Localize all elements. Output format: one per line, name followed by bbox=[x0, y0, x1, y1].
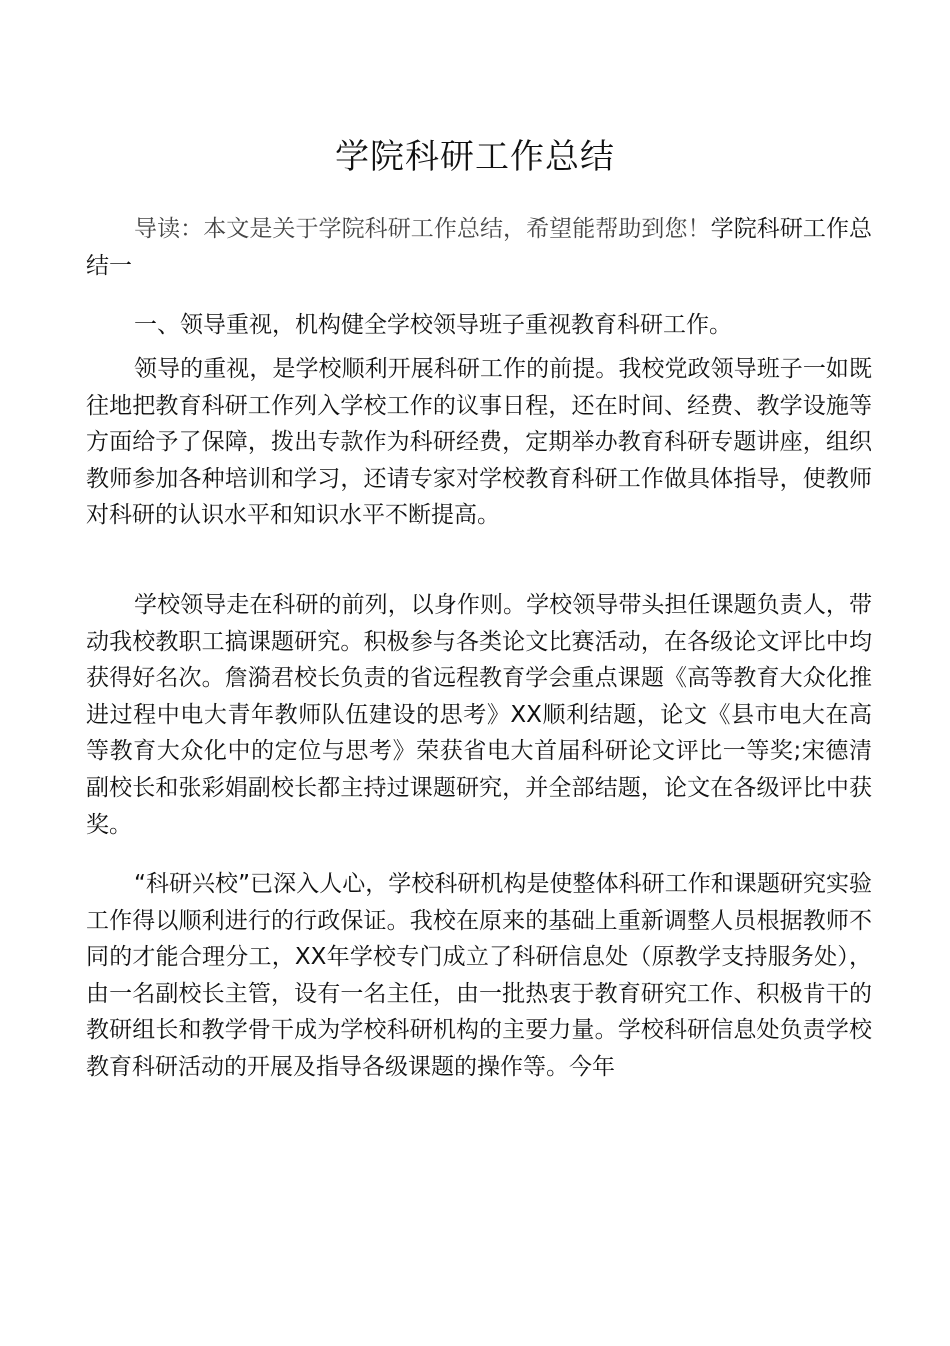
document-title: 学院科研工作总结 bbox=[335, 137, 615, 177]
body-paragraph: 学校领导走在科研的前列，以身作则。学校领导带头担任课题负责人，带动我校教职工搞课题研究。积极参与各类论文比赛活动，在各级论文评比中均获得好名次。詹漪君校长负责的省远程教育学会重点课题《高等教育大众化推进过程中电大青年教师队伍建设的思考》XX顺利结题，论文《县市电大在高等教育大众化中的定位与思考》荣获省电大首届科研论文评比一等奖;宋德清副校长和张彩娟副校长都主持过课题研究，并全部结题，论文在各级评比中获奖。 bbox=[86, 592, 872, 838]
section-heading: 一、领导重视，机构健全学校领导班子重视教育科研工作。 bbox=[134, 312, 732, 338]
intro-paragraph bbox=[86, 211, 872, 284]
body-paragraph: “科研兴校”已深入人心，学校科研机构是使整体科研工作和课题研究实验工作得以顺利进行的行政保证。我校在原来的基础上重新调整人员根据教师不同的才能合理分工，XX年学校专门成立了科研信息处（原教学支持服务处），由一名副校长主管，设有一名主任，由一批热衷于教育研究工作、积极肯干的教研组长和教学骨干成为学校科研机构的主要力量。学校科研信息处负责学校教育科研活动的开展及指导各级课题的操作等。今年 bbox=[86, 871, 872, 1080]
intro-text: 导读：本文是关于学院科研工作总结，希望能帮助到您！ bbox=[134, 216, 711, 242]
intro-tail: 学院科研工作总结一 bbox=[86, 216, 873, 279]
body-paragraph: 领导的重视，是学校顺利开展科研工作的前提。我校党政领导班子一如既往地把教育科研工作列入学校工作的议事日程，还在时间、经费、教学设施等方面给予了保障，拨出专款作为科研经费，定期举办教育科研专题讲座，组织教师参加各种培训和学习，还请专家对学校教育科研工作做具体指导，使教师对科研的认识水平和知识水平不断提高。 bbox=[86, 356, 872, 529]
